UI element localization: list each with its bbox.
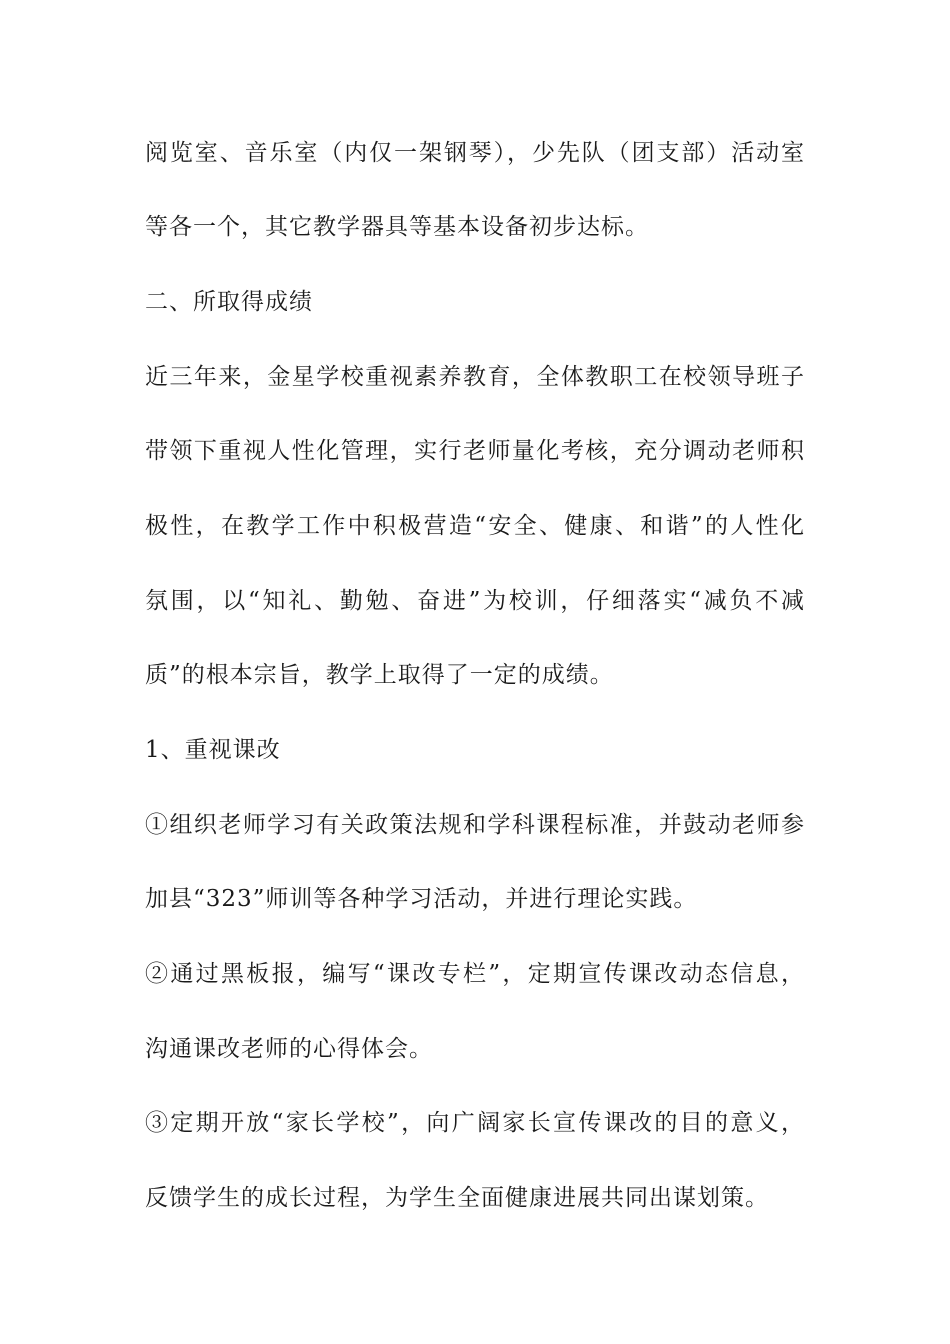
text-line-13: 沟通课改老师的心得体会。 [145,1036,433,1062]
subheading-curriculum-reform: 1、重视课改 [145,737,281,763]
text-line-5: 带领下重视人性化管理，实行老师量化考核，充分调动老师积 [145,438,805,464]
text-line-11: 加县“323”师训等各种学习活动，并进行理论实践。 [145,886,698,912]
text-line-4: 近三年来，金星学校重视素养教育，全体教职工在校领导班子 [145,364,805,390]
text-line-10: ①组织老师学习有关政策法规和学科课程标准，并鼓动老师参 [145,812,805,838]
text-line-12: ②通过黑板报，编写“课改专栏”，定期宣传课改动态信息， [145,961,805,987]
text-line-15: 反馈学生的成长过程，为学生全面健康进展共同出谋划策。 [145,1185,769,1211]
text-line-6: 极性，在教学工作中积极营造“安全、健康、和谐”的人性化 [145,513,805,539]
text-line-2: 等各一个，其它教学器具等基本设备初步达标。 [145,214,649,240]
text-line-14: ③定期开放“家长学校”，向广阔家长宣传课改的目的意义， [145,1110,805,1136]
text-line-1: 阅览室、音乐室（内仅一架钢琴），少先队（团支部）活动室 [145,140,805,166]
section-heading-achievements: 二、所取得成绩 [145,289,313,315]
text-line-8: 质”的根本宗旨，教学上取得了一定的成绩。 [145,662,614,688]
text-line-7: 氛围，以“知礼、勤勉、奋进”为校训，仔细落实“减负不减 [145,588,805,614]
